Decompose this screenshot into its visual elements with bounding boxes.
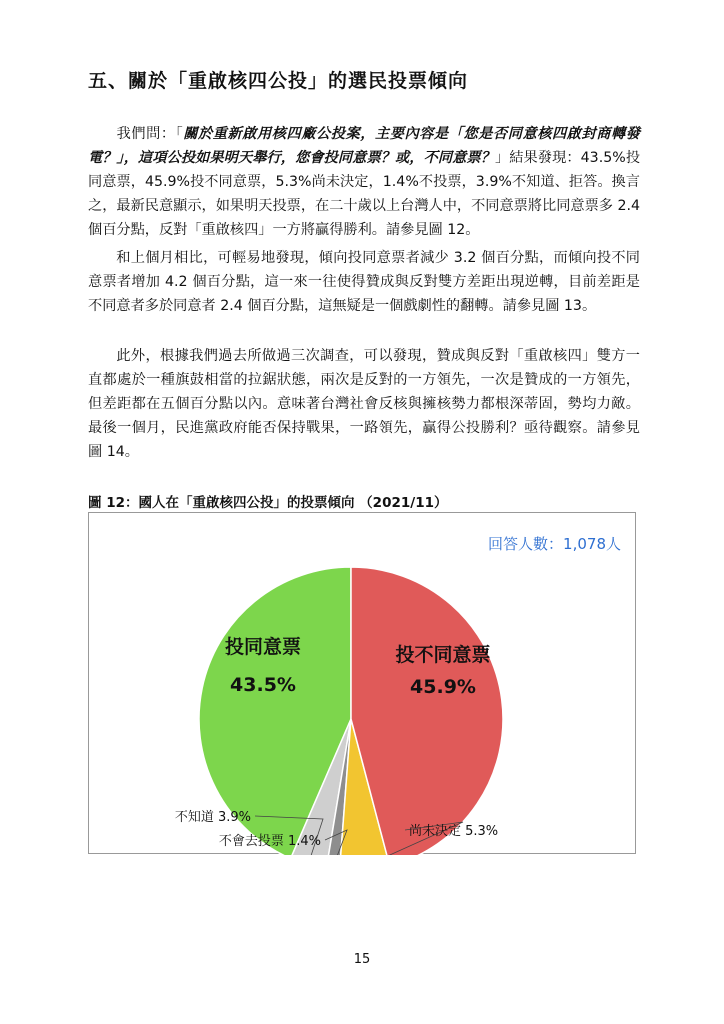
paragraph-1-lead: 我們問：「 xyxy=(116,126,184,142)
survey-question: 關於重新啟用核四廠公投案，主要內容是「您是否同意核四啟封商轉發電？」，這項公投如果明天舉行，您會投同意票？或，不同意票？ xyxy=(88,126,640,166)
pie-chart xyxy=(89,513,637,855)
paragraph-2-text: 和上個月相比，可輕易地發現，傾向投同意票者減少 3.2 個百分點，而傾向投不同意票者增加 4.2 個百分點，這一來一往使得贊成與反對雙方差距出現逆轉，目前差距是不同意者多於同意者 2.4 個百分點，這無疑是一個戲劇性的翻轉。請參見圖 13。 xyxy=(88,250,640,314)
slice-value-4: 43.5% xyxy=(230,674,296,696)
paragraph-3-text: 此外，根據我們過去所做過三次調查，可以發現，贊成與反對「重啟核四」雙方一直都處於一種旗鼓相當的拉鋸狀態，兩次是反對的一方領先，一次是贊成的一方領先，但差距都在五個百分點以內。意味著台灣社會反核與擁核勢力都根深蒂固，勢均力敵。最後一個月，民進黨政府能否保持戰果，一路領先，贏得公投勝利？亟待觀察。請參見圖 14。 xyxy=(88,348,640,460)
page-number: 15 xyxy=(353,952,371,967)
section-heading: 五、關於「重啟核四公投」的選民投票傾向 xyxy=(88,70,469,92)
slice-label-2: 不會去投票 1.4% xyxy=(218,834,321,849)
pie-chart-figure xyxy=(88,512,636,854)
slice-value-0: 45.9% xyxy=(410,676,476,698)
slice-label-3: 不知道 3.9% xyxy=(174,810,251,825)
paragraph-3 xyxy=(88,344,640,464)
slice-label-0: 投不同意票 xyxy=(395,644,491,666)
slice-label-1: 尚未決定 5.3% xyxy=(409,824,499,839)
paragraph-2 xyxy=(88,246,640,318)
paragraph-1-results: 」結果發現：43.5%投同意票，45.9%投不同意票，5.3%尚未決定，1.4%不投票，3.9%不知道、拒答。換言之，最新民意顯示，如果明天投票，在二十歲以上台灣人中，不同意票將比同意票多 2.4 個百分點，反對「重啟核四」一方將贏得勝利。請參見圖 12。 xyxy=(88,150,641,238)
figure-caption: 圖 12：國人在「重啟核四公投」的投票傾向 （2021/11） xyxy=(88,495,448,511)
slice-label-4: 投同意票 xyxy=(224,636,302,658)
paragraph-1 xyxy=(88,122,640,242)
respondent-count: 回答人數：1,078人 xyxy=(488,535,621,553)
